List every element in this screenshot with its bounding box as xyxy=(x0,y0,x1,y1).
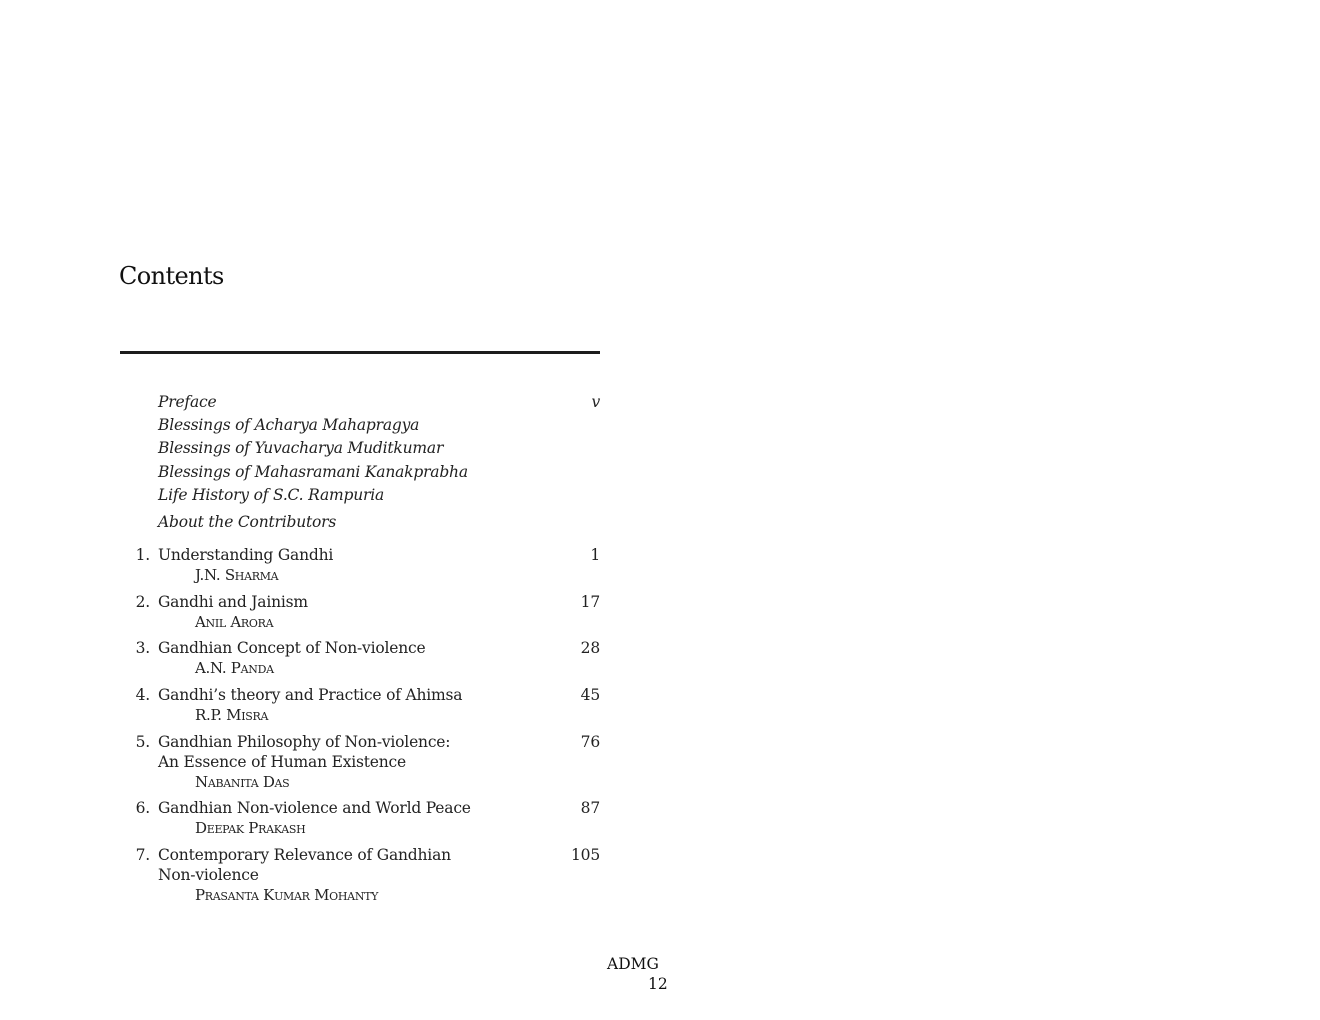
page-title: Contents xyxy=(119,262,224,290)
chapter-page-number: 45 xyxy=(580,686,600,704)
chapter-number: 5. xyxy=(135,733,150,751)
prelim-label: Life History of S.C. Rampuria xyxy=(158,486,384,504)
chapter-author: R.P. Misra xyxy=(195,706,269,724)
toc-prelim-blessings-muditkumar[interactable] xyxy=(158,439,600,459)
chapter-author: Prasanta Kumar Mohanty xyxy=(195,886,379,904)
prelim-label: Blessings of Acharya Mahapragya xyxy=(158,416,420,434)
prelim-page-number: v xyxy=(591,393,600,411)
toc-prelim-life-history[interactable] xyxy=(158,486,600,506)
toc-prelim-blessings-mahapragya[interactable] xyxy=(158,416,600,436)
chapter-page-number: 28 xyxy=(580,639,600,657)
chapter-title: Contemporary Relevance of Gandhian xyxy=(158,846,451,864)
prelim-label: Blessings of Yuvacharya Muditkumar xyxy=(158,439,444,457)
chapter-title: Gandhian Non-violence and World Peace xyxy=(158,799,471,817)
chapter-page-number: 17 xyxy=(580,593,600,611)
chapter-number: 6. xyxy=(135,799,150,817)
chapter-number: 7. xyxy=(135,846,150,864)
chapter-title-continued: Non-violence xyxy=(158,866,259,884)
chapter-author: A.N. Panda xyxy=(195,659,274,677)
chapter-number: 3. xyxy=(135,639,150,657)
toc-prelim-blessings-kanakprabha[interactable] xyxy=(158,463,600,483)
chapter-author: Nabanita Das xyxy=(195,773,290,791)
prelim-label: About the Contributors xyxy=(158,513,337,531)
footer-slug: ADMG xyxy=(607,955,659,973)
chapter-page-number: 87 xyxy=(580,799,600,817)
toc-prelim-contributors[interactable] xyxy=(158,513,600,533)
chapter-title: Gandhi’s theory and Practice of Ahimsa xyxy=(158,686,463,704)
chapter-title: Gandhi and Jainism xyxy=(158,593,308,611)
chapter-title: Gandhian Concept of Non-violence xyxy=(158,639,426,657)
footer-number: 12 xyxy=(648,975,668,993)
chapter-page-number: 1 xyxy=(590,546,600,564)
toc-prelim-preface[interactable] xyxy=(158,393,600,413)
chapter-number: 1. xyxy=(135,546,150,564)
chapter-title: Understanding Gandhi xyxy=(158,546,334,564)
chapter-page-number: 76 xyxy=(580,733,600,751)
chapter-number: 2. xyxy=(135,593,150,611)
chapter-page-number: 105 xyxy=(571,846,600,864)
chapter-title: Gandhian Philosophy of Non-violence: xyxy=(158,733,451,751)
chapter-author: J.N. Sharma xyxy=(195,566,279,584)
title-rule xyxy=(120,351,600,354)
chapter-title-continued: An Essence of Human Existence xyxy=(158,753,407,771)
prelim-label: Blessings of Mahasramani Kanakprabha xyxy=(158,463,468,481)
chapter-author: Deepak Prakash xyxy=(195,819,306,837)
chapter-author: Anil Arora xyxy=(195,613,274,631)
prelim-label: Preface xyxy=(158,393,217,411)
chapter-number: 4. xyxy=(135,686,150,704)
